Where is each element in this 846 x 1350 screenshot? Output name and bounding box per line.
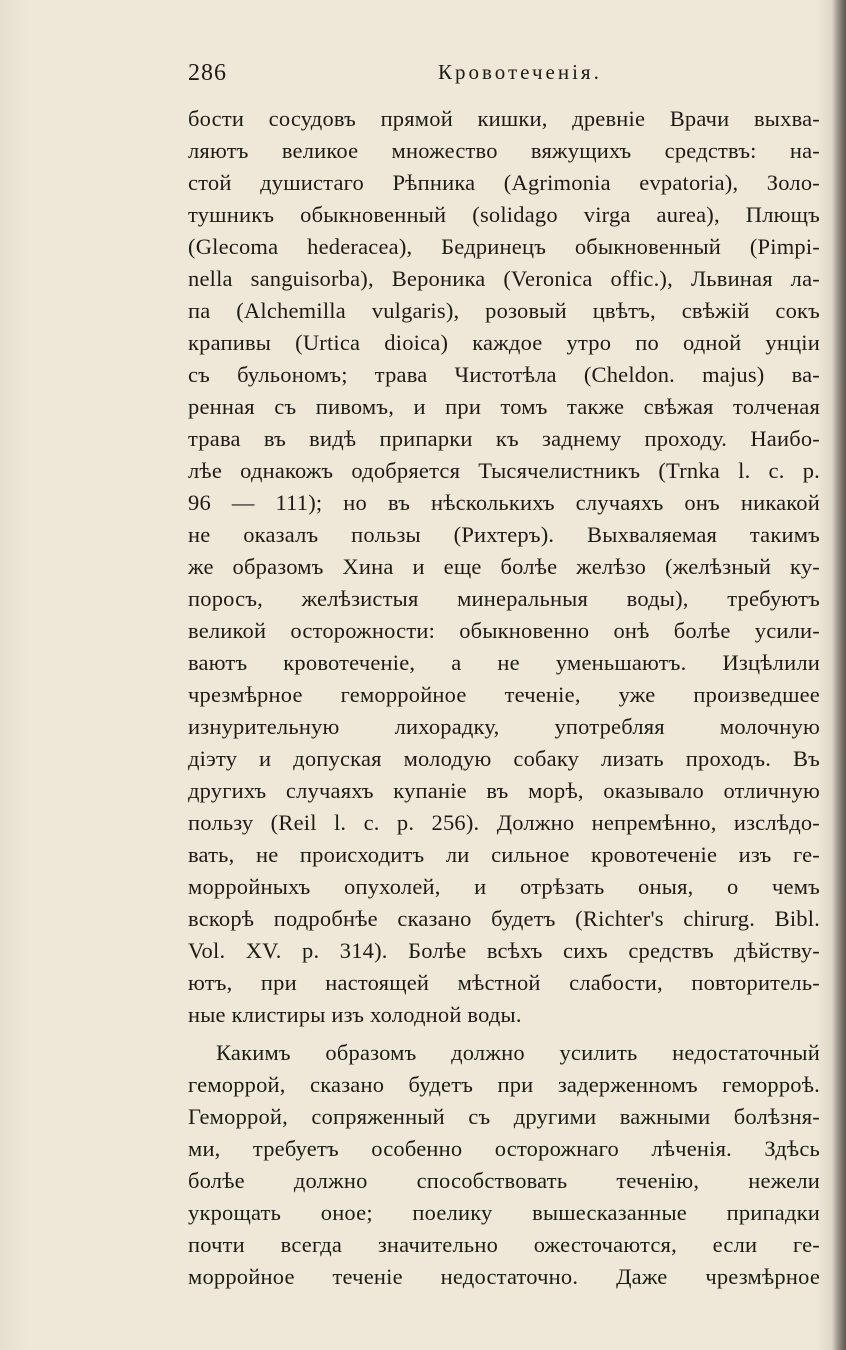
text-line: морройныхъ опухолей, и отрѣзать оныя, о чемъ: [188, 874, 820, 899]
text-line: nella sanguisorba), Вероника (Veronica offic.), Львиная ла-: [188, 266, 820, 291]
text-line: великой осторожности: обыкновенно онѣ болѣе усили-: [188, 618, 820, 643]
text-line: стой душистаго Рѣпника (Agrimonia evpatoria), Золо-: [188, 170, 820, 195]
text-line: другихъ случаяхъ купаніе въ морѣ, оказывало отличную: [188, 778, 820, 803]
text-line: вать, не происходитъ ли сильное кровотеченіе изъ ге-: [188, 842, 820, 867]
text-line: не оказалъ пользы (Рихтеръ). Выхваляемая такимъ: [188, 522, 820, 547]
text-line: крапивы (Urtica dioica) каждое утро по одной унціи: [188, 330, 820, 355]
text-line: же образомъ Хина и еще болѣе желѣзо (желѣзный ку-: [188, 554, 820, 579]
text-line: па (Alchemilla vulgaris), розовый цвѣтъ, свѣжій сокъ: [188, 298, 820, 323]
text-line: тушникъ обыкновенный (solidago virga aurea), Плющъ: [188, 202, 820, 227]
text-line: Какимъ образомъ должно усилить недостаточный: [216, 1040, 820, 1065]
text-line: лѣе однакожъ одобряется Тысячелистникъ (Trnka l. c. p.: [188, 458, 820, 483]
text-line: ные клистиры изъ холодной воды.: [188, 1002, 522, 1027]
page-header: [188, 60, 818, 94]
text-line: трава въ видѣ припарки къ заднему проходу. Наибо-: [188, 426, 820, 451]
text-line: ренная съ пивомъ, и при томъ также свѣжая толченая: [188, 394, 820, 419]
text-line: укрощать оное; поелику вышесказанные припадки: [188, 1200, 820, 1225]
text-line: бости сосудовъ прямой кишки, древніе Врачи выхва-: [188, 106, 820, 131]
text-line: болѣе должно способствовать теченію, нежели: [188, 1168, 820, 1193]
text-line: изнурительную лихорадку, употребляя молочную: [188, 714, 820, 739]
text-line: морройное теченіе недостаточно. Даже чрезмѣрное: [188, 1264, 820, 1289]
text-line: геморрой, сказано будетъ при задерженномъ геморроѣ.: [188, 1072, 820, 1097]
text-line: почти всегда значительно ожесточаются, если ге-: [188, 1232, 820, 1257]
text-line: Геморрой, сопряженный съ другими важными болѣзня-: [188, 1104, 820, 1129]
running-title: Кровотеченія.: [438, 60, 602, 84]
text-line: ми, требуетъ особенно осторожнаго лѣченія. Здѣсь: [188, 1136, 820, 1161]
text-line: пользу (Reil l. c. p. 256). Должно непремѣнно, изслѣдо-: [188, 810, 820, 835]
text-line: поросъ, желѣзистыя минеральныя воды), требуютъ: [188, 586, 820, 611]
text-line: чрезмѣрное геморройное теченіе, уже произведшее: [188, 682, 820, 707]
text-line: Vol. XV. p. 314). Болѣе всѣхъ сихъ средствъ дѣйству-: [188, 938, 820, 963]
text-line: ютъ, при настоящей мѣстной слабости, повторитель-: [188, 970, 820, 995]
text-line: ляютъ великое множество вяжущихъ средствъ: на-: [188, 138, 820, 163]
text-line: діэту и допуская молодую собаку лизать проходъ. Въ: [188, 746, 820, 771]
page-edge-shadow: [832, 0, 846, 1350]
text-line: 96 — 111); но въ нѣсколькихъ случаяхъ онъ никакой: [188, 490, 820, 515]
text-line: съ бульономъ; трава Чистотѣла (Cheldon. majus) ва-: [188, 362, 820, 387]
page-number: 286: [188, 60, 227, 86]
text-line: ваютъ кровотеченіе, а не уменьшаютъ. Изцѣлили: [188, 650, 820, 675]
text-line: вскорѣ подробнѣе сказано будетъ (Richter's chirurg. Bibl.: [188, 906, 820, 931]
text-line: (Glecoma hederacea), Бедринецъ обыкновенный (Pimpi-: [188, 234, 820, 259]
